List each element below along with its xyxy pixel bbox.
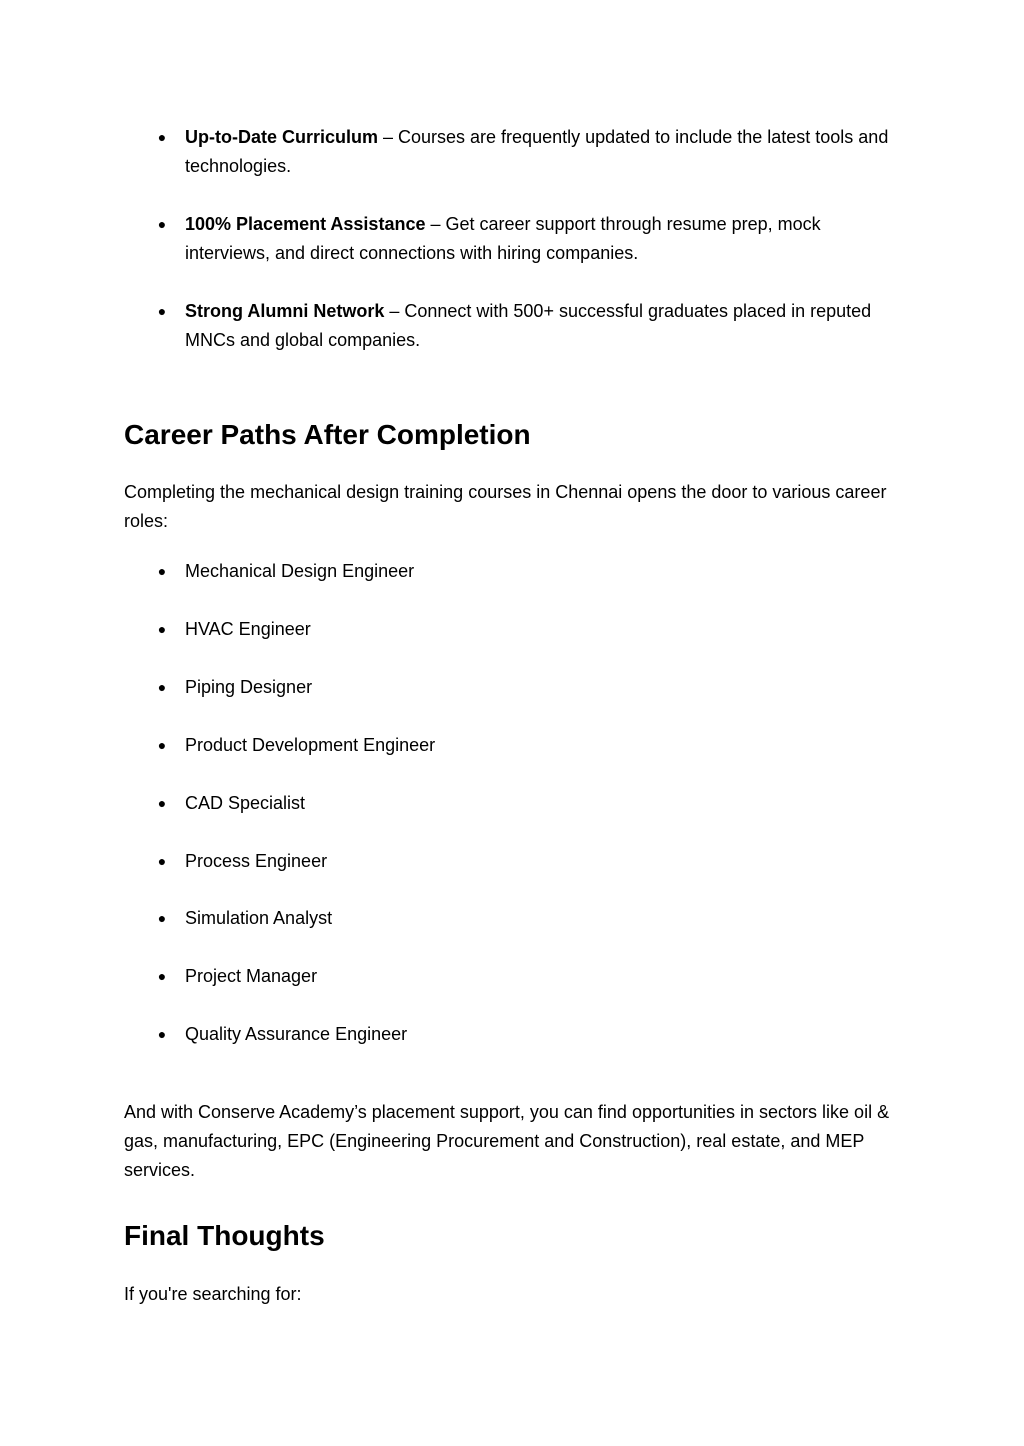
career-role-label: Product Development Engineer [185,735,436,755]
career-role-label: Project Manager [185,966,318,986]
feature-title: Up-to-Date Curriculum [185,127,378,147]
bullet-icon: ● [157,853,167,869]
feature-title: 100% Placement Assistance [185,214,426,234]
bullet-icon: ● [157,795,167,811]
feature-title: Strong Alumni Network [185,301,385,321]
final-intro-paragraph: If you're searching for: [124,1284,302,1304]
career-role-label: Simulation Analyst [185,908,333,928]
feature-text [185,123,905,181]
section-heading-career-paths: Career Paths After Completion [124,419,531,450]
feature-text [185,210,905,268]
feature-description: – Connect with 500+ successful graduates placed in reputed MNCs and global companies. [185,301,872,350]
bullet-icon: ● [157,563,167,579]
career-role-label: Process Engineer [185,851,328,871]
bullet-icon: ● [157,968,167,984]
bullet-icon: ● [157,1026,167,1042]
career-role-label: Piping Designer [185,677,313,697]
bullet-icon: ● [157,216,167,232]
bullet-icon: ● [157,679,167,695]
career-role-label: CAD Specialist [185,793,306,813]
bullet-icon: ● [157,303,167,319]
section-heading-final-thoughts: Final Thoughts [124,1220,325,1251]
career-intro-paragraph: Completing the mechanical design training courses in Chennai opens the door to various career roles: [124,482,887,531]
bullet-icon: ● [157,910,167,926]
placement-paragraph: And with Conserve Academy’s placement support, you can find opportunities in sectors like oil & gas, manufacturing, EPC (Engineering Procurement and Construction), real estate, and MEP services. [124,1102,890,1180]
bullet-icon: ● [157,737,167,753]
feature-text [185,297,905,355]
career-role-label: Mechanical Design Engineer [185,561,415,581]
bullet-icon: ● [157,129,167,145]
feature-description: – Courses are frequently updated to include the latest tools and technologies. [185,127,889,176]
feature-description: – Get career support through resume prep, mock interviews, and direct connections with hiring companies. [185,214,821,263]
career-role-label: Quality Assurance Engineer [185,1024,408,1044]
bullet-icon: ● [157,621,167,637]
career-role-label: HVAC Engineer [185,619,311,639]
